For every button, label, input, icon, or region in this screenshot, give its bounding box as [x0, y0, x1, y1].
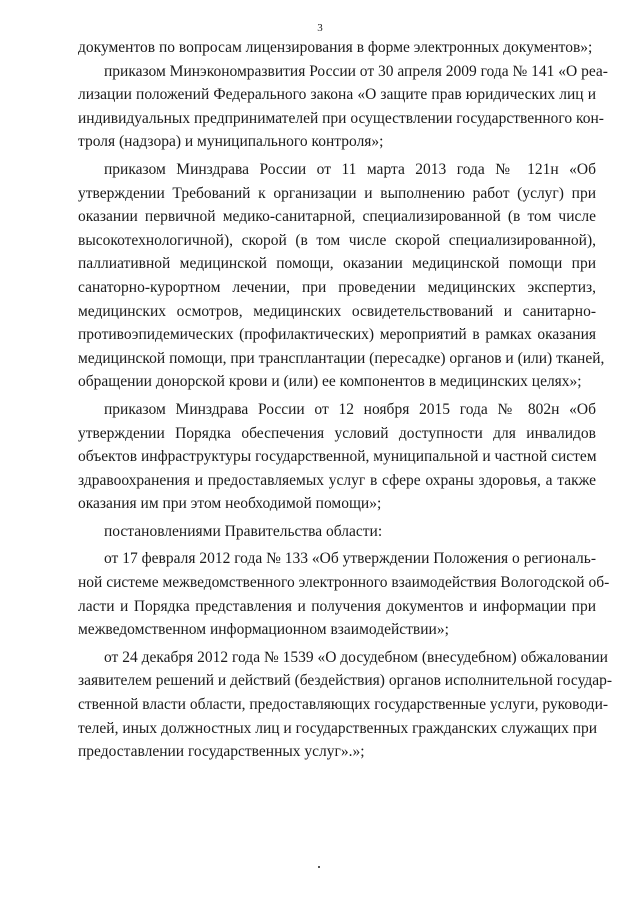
text-line: приказом Минздрава России от 12 ноября 2015 года № 802н «Об: [104, 400, 596, 418]
text-line: приказом Минэкономразвития России от 30 апреля 2009 года № 141 «О реа-: [104, 62, 608, 80]
text-line: межведомственном информационном взаимодействии»;: [78, 621, 449, 639]
text-line: лизации положений Федерального закона «О защите прав юридических лиц и: [78, 86, 596, 104]
text-line: объектов инфраструктуры государственной, муниципальной и частной систем: [78, 448, 597, 466]
page-number: 3: [317, 22, 323, 34]
text-line: оказании первичной медико-санитарной, специализированной (в том числе: [78, 208, 596, 226]
text-line: телей, иных должностных лиц и государственных гражданских служащих при: [78, 719, 598, 737]
paragraph-licensing-continuation: [78, 36, 596, 60]
text-line: медицинской помощи, при трансплантации (пересадке) органов и (или) тканей,: [78, 349, 605, 367]
text-line: паллиативной медицинской помощи, оказании медицинской помощи при: [78, 255, 596, 273]
text-line: ной системе межведомственного электронного взаимодействия Вологодской об-: [78, 574, 610, 592]
paragraph-minekonomrazvitiya-order: [78, 60, 608, 154]
text-line: противоэпидемических (профилактических) мероприятий в рамках оказания: [78, 326, 596, 344]
text-line: приказом Минздрава России от 11 марта 2013 года № 121н «Об: [104, 160, 596, 178]
text-line: оказания им при этом необходимой помощи»;: [78, 495, 382, 513]
text-line: заявителем решений и действий (бездействия) органов исполнительной государ-: [78, 672, 613, 690]
text-line: утверждении Требований к организации и выполнению работ (услуг) при: [78, 184, 596, 202]
text-line: обращении донорской крови и (или) ее компонентов в медицинских целях»;: [78, 373, 582, 391]
scan-speck: [318, 866, 320, 868]
text-line: санаторно-курортном лечении, при проведении медицинских экспертиз,: [78, 278, 596, 296]
text-line: документов по вопросам лицензирования в форме электронных документов»;: [78, 39, 593, 56]
text-line: индивидуальных предпринимателей при осуществлении государственного кон-: [78, 109, 604, 127]
text-line: здравоохранения и предоставляемых услуг в сфере охраны здоровья, а также: [78, 471, 596, 489]
document-body: [78, 36, 613, 764]
paragraph-minzdrav-order-121n: [78, 158, 605, 394]
text-line: высокотехнологичной), скорой (в том числе скорой специализированной),: [78, 231, 596, 249]
text-line: от 17 февраля 2012 года № 133 «Об утверждении Положения о региональ-: [104, 550, 596, 568]
paragraph-resolution-133: [78, 547, 610, 641]
text-line: постановлениями Правительства области:: [104, 522, 383, 540]
paragraph-minzdrav-order-802n: [78, 398, 596, 516]
text-line: от 24 декабря 2012 года № 1539 «О досудебном (внесудебном) обжаловании: [104, 648, 608, 666]
text-line: ственной власти области, предоставляющих государственные услуги, руководи-: [78, 696, 609, 714]
paragraph-resolution-1539: [78, 646, 613, 764]
text-line: предоставлении государственных услуг».»;: [78, 743, 365, 761]
text-line: ласти и Порядка представления и получения документов и информации при: [78, 597, 596, 615]
text-line: медицинских осмотров, медицинских освидетельствований и санитарно-: [78, 302, 596, 320]
paragraph-government-resolutions: [78, 520, 596, 544]
text-line: троля (надзора) и муниципального контроля»;: [78, 133, 384, 151]
text-line: утверждении Порядка обеспечения условий доступности для инвалидов: [78, 424, 596, 442]
